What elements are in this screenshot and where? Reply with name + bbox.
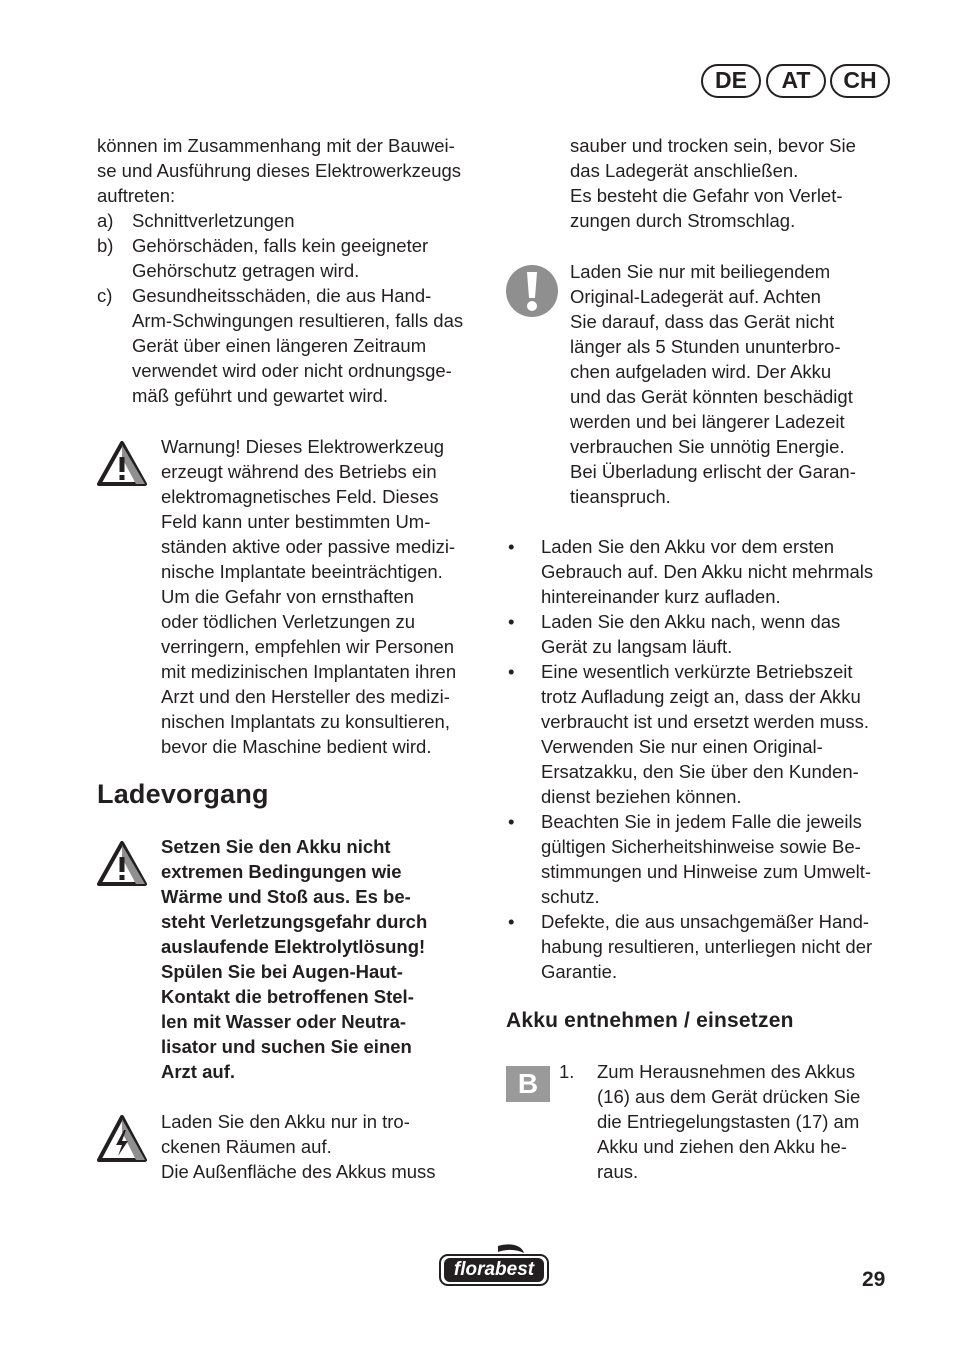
warning-text: nischen Implantats zu konsultieren, xyxy=(161,711,450,732)
note-text: Bei Überladung erlischt der Garan- xyxy=(570,461,856,482)
intro-line: können im Zusammenhang mit der Bauwei- xyxy=(97,135,455,156)
step-text: raus. xyxy=(597,1161,639,1182)
bullet-marker: • xyxy=(508,536,515,557)
figure-label-b: B xyxy=(506,1066,550,1102)
warning-bold-text: steht Verletzungsgefahr durch xyxy=(161,911,428,932)
warning-text: Die Außenfläche des Akkus muss xyxy=(161,1161,436,1182)
bullet-text: hintereinander kurz aufladen. xyxy=(541,586,781,607)
bullet-text: stimmungen und Hinweise zum Umwelt- xyxy=(541,861,872,882)
note-text: werden und bei längerer Ladezeit xyxy=(570,411,845,432)
warning-bold-text: lisator und suchen Sie einen xyxy=(161,1036,412,1057)
list-item-text: Arm-Schwingungen resultieren, falls das xyxy=(132,310,464,331)
bullet-text: Gebrauch auf. Den Akku nicht mehrmals xyxy=(541,561,874,582)
bullet-text: verbraucht ist und ersetzt werden muss. xyxy=(541,711,870,732)
exclamation-circle-icon xyxy=(505,264,559,318)
warning-bold-text: auslaufende Elektrolytlösung! xyxy=(161,936,426,957)
warning-text: oder tödlichen Verletzungen zu xyxy=(161,611,416,632)
note-text: chen aufgeladen wird. Der Akku xyxy=(570,361,832,382)
warning-bold-text: Spülen Sie bei Augen-Haut- xyxy=(161,961,403,982)
warning-text: elektromagnetisches Feld. Dieses xyxy=(161,486,439,507)
step-text: Akku und ziehen den Akku he- xyxy=(597,1136,847,1157)
lang-badge-at: AT xyxy=(766,64,826,98)
warning-triangle-icon xyxy=(96,440,148,488)
bullet-text: Ersatzakku, den Sie über den Kunden- xyxy=(541,761,859,782)
warning-text: mit medizinischen Implantaten ihren xyxy=(161,661,457,682)
bullet-marker: • xyxy=(508,611,515,632)
warning-text: Feld kann unter bestimmten Um- xyxy=(161,511,431,532)
bullet-text: Garantie. xyxy=(541,961,618,982)
continued-text: zungen durch Stromschlag. xyxy=(570,210,796,231)
intro-line: se und Ausführung dieses Elektrowerkzeugs xyxy=(97,160,462,181)
warning-text: Laden Sie den Akku nur in tro- xyxy=(161,1111,410,1132)
bullet-text: Verwenden Sie nur einen Original- xyxy=(541,736,823,757)
bullet-text: habung resultieren, unterliegen nicht der xyxy=(541,936,873,957)
bullet-text: Gerät zu langsam läuft. xyxy=(541,636,733,657)
subsection-title: Akku entnehmen / einsetzen xyxy=(506,1009,794,1032)
logo-wordmark: florabest xyxy=(453,1259,535,1280)
step-text: die Entriegelungstasten (17) am xyxy=(597,1111,860,1132)
bullet-marker: • xyxy=(508,911,515,932)
warning-text: ckenen Räumen auf. xyxy=(161,1136,332,1157)
list-item-text: Schnittverletzungen xyxy=(132,210,295,231)
note-text: Sie darauf, dass das Gerät nicht xyxy=(570,311,835,332)
note-text: länger als 5 Stunden ununterbro- xyxy=(570,336,841,357)
list-marker-b: b) xyxy=(97,235,114,256)
bullet-marker: • xyxy=(508,661,515,682)
bullet-text: trotz Aufladung zeigt an, dass der Akku xyxy=(541,686,861,707)
bullet-text: gültigen Sicherheitshinweise sowie Be- xyxy=(541,836,861,857)
list-item-text: Gehörschutz getragen wird. xyxy=(132,260,360,281)
list-item-text: Gerät über einen längeren Zeitraum xyxy=(132,335,427,356)
bullet-marker: • xyxy=(508,811,515,832)
list-item-text: Gehörschäden, falls kein geeigneter xyxy=(132,235,429,256)
continued-text: Es besteht die Gefahr von Verlet- xyxy=(570,185,843,206)
warning-text: nische Implantate beeinträchtigen. xyxy=(161,561,443,582)
warning-bold-text: len mit Wasser oder Neutra- xyxy=(161,1011,407,1032)
warning-text: verringern, empfehlen wir Personen xyxy=(161,636,455,657)
bullet-text: Laden Sie den Akku vor dem ersten xyxy=(541,536,835,557)
florabest-logo xyxy=(438,1243,550,1289)
warning-text: Um die Gefahr von ernsthaften xyxy=(161,586,414,607)
warning-text: Warnung! Dieses Elektrowerkzeug xyxy=(161,436,445,457)
warning-bold-text: Wärme und Stoß aus. Es be- xyxy=(161,886,411,907)
list-item-text: Gesundheitsschäden, die aus Hand- xyxy=(132,285,432,306)
warning-text: ständen aktive oder passive medizi- xyxy=(161,536,456,557)
warning-text: Arzt und den Hersteller des medizi- xyxy=(161,686,450,707)
warning-bold-text: Setzen Sie den Akku nicht xyxy=(161,836,391,857)
bullet-text: Laden Sie den Akku nach, wenn das xyxy=(541,611,841,632)
note-text: und das Gerät könnten beschädigt xyxy=(570,386,853,407)
lang-badge-ch: CH xyxy=(830,64,890,98)
page-number: 29 xyxy=(862,1268,886,1291)
section-title: Ladevorgang xyxy=(97,779,269,809)
warning-text: erzeugt während des Betriebs ein xyxy=(161,461,437,482)
bullet-text: Beachten Sie in jedem Falle die jeweils xyxy=(541,811,862,832)
continued-text: sauber und trocken sein, bevor Sie xyxy=(570,135,856,156)
bullet-text: schutz. xyxy=(541,886,600,907)
note-text: Laden Sie nur mit beiliegendem xyxy=(570,261,831,282)
step-number: 1. xyxy=(559,1061,575,1082)
note-text: verbrauchen Sie unnötig Energie. xyxy=(570,436,845,457)
list-item-text: mäß geführt und gewartet wird. xyxy=(132,385,389,406)
bullet-text: Defekte, die aus unsachgemäßer Hand- xyxy=(541,911,870,932)
note-text: Original-Ladegerät auf. Achten xyxy=(570,286,821,307)
warning-bold-text: Kontakt die betroffenen Stel- xyxy=(161,986,414,1007)
intro-line: auftreten: xyxy=(97,185,176,206)
warning-bold-text: Arzt auf. xyxy=(161,1061,235,1082)
bullet-text: Eine wesentlich verkürzte Betriebszeit xyxy=(541,661,853,682)
step-text: Zum Herausnehmen des Akkus xyxy=(597,1061,856,1082)
list-item-text: verwendet wird oder nicht ordnungsge- xyxy=(132,360,452,381)
warning-triangle-icon xyxy=(96,840,148,888)
step-text: (16) aus dem Gerät drücken Sie xyxy=(597,1086,861,1107)
electric-shock-warning-icon xyxy=(96,1114,148,1164)
list-marker-a: a) xyxy=(97,210,114,231)
warning-text: bevor die Maschine bedient wird. xyxy=(161,736,432,757)
bullet-text: dienst beziehen können. xyxy=(541,786,742,807)
note-text: tieanspruch. xyxy=(570,486,671,507)
lang-badge-de: DE xyxy=(701,64,761,98)
list-marker-c: c) xyxy=(97,285,113,306)
warning-bold-text: extremen Bedingungen wie xyxy=(161,861,402,882)
continued-text: das Ladegerät anschließen. xyxy=(570,160,799,181)
